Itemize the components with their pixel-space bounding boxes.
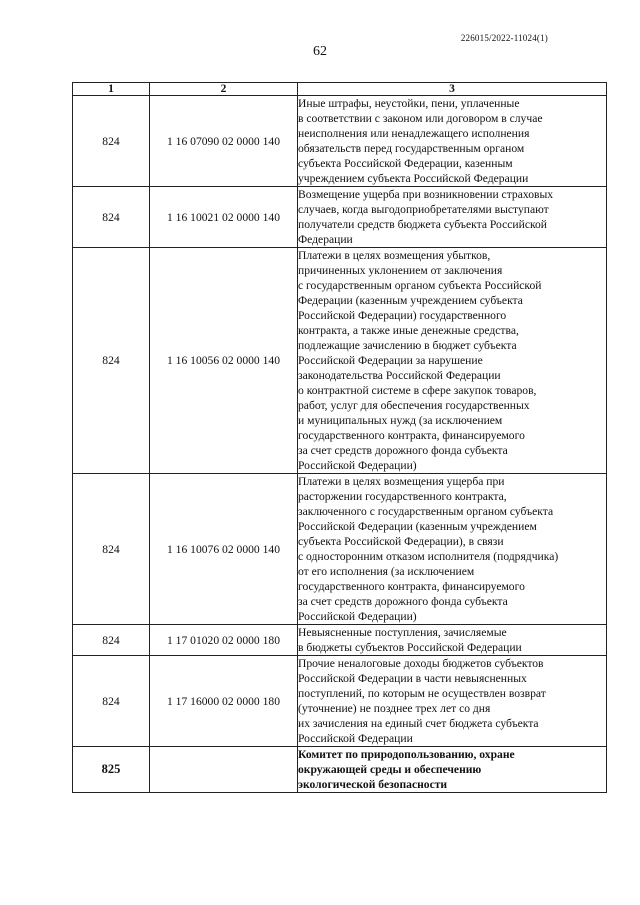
budget-codes-table xyxy=(72,82,607,793)
revenue-code-cell: 1 16 07090 02 0000 140 xyxy=(150,96,298,187)
admin-code-cell: 824 xyxy=(73,474,150,625)
table-row xyxy=(73,248,607,474)
description-line: неисполнения или ненадлежащего исполнения xyxy=(298,127,530,140)
description-line: субъекта Российской Федерации, казенным xyxy=(298,157,513,170)
revenue-code-cell: 1 16 10021 02 0000 140 xyxy=(150,187,298,248)
revenue-code-cell xyxy=(150,747,298,793)
description-line: за счет средств дорожного фонда субъекта xyxy=(298,444,508,457)
description-cell xyxy=(298,96,607,187)
description-line: окружающей среды и обеспечению xyxy=(298,763,482,776)
revenue-code-cell: 1 16 10076 02 0000 140 xyxy=(150,474,298,625)
description-line: Невыясненные поступления, зачисляемые xyxy=(298,626,507,639)
description-line: Комитет по природопользованию, охране xyxy=(298,748,515,761)
description-line: расторжении государственного контракта, xyxy=(298,490,507,503)
description-line: заключенного с государственным органом субъекта xyxy=(298,505,554,518)
table-header-row xyxy=(73,83,607,96)
admin-code-cell: 824 xyxy=(73,625,150,656)
document-registration-number: 226015/2022-11024(1) xyxy=(460,33,548,43)
description-line: причиненных уклонением от заключения xyxy=(298,264,503,277)
column-header-2: 2 xyxy=(150,83,298,96)
description-line: Российской Федерации) xyxy=(298,459,417,472)
description-line: в соответствии с законом или договором в случае xyxy=(298,112,543,125)
description-line: поступлений, по которым не осуществлен возврат xyxy=(298,687,546,700)
description-line: Российской Федерации (казенным учреждением xyxy=(298,520,537,533)
description-line: государственного контракта, финансируемого xyxy=(298,580,525,593)
description-line: о контрактной системе в сфере закупок товаров, xyxy=(298,384,537,397)
revenue-code-cell: 1 17 01020 02 0000 180 xyxy=(150,625,298,656)
description-line: Российской Федерации) xyxy=(298,610,417,623)
description-line: контракта, а также иные денежные средства, xyxy=(298,324,519,337)
description-line: за счет средств дорожного фонда субъекта xyxy=(298,595,508,608)
admin-code-cell: 824 xyxy=(73,248,150,474)
description-line: от его исполнения (за исключением xyxy=(298,565,475,578)
description-line: получатели средств бюджета субъекта Российской xyxy=(298,218,548,231)
table-row xyxy=(73,474,607,625)
description-line: Российской Федерации в части невыясненных xyxy=(298,672,527,685)
column-header-3: 3 xyxy=(298,83,607,96)
description-line: субъекта Российской Федерации), в связи xyxy=(298,535,504,548)
description-cell xyxy=(298,747,607,793)
table-row xyxy=(73,656,607,747)
description-line: обязательств перед государственным органом xyxy=(298,142,525,155)
description-line: случаев, когда выгодоприобретателями выступают xyxy=(298,203,549,216)
description-cell xyxy=(298,248,607,474)
revenue-code-cell: 1 17 16000 02 0000 180 xyxy=(150,656,298,747)
table-row-section-header xyxy=(73,747,607,793)
description-line: и муниципальных нужд (за исключением xyxy=(298,414,503,427)
description-line: учреждением субъекта Российской Федерации xyxy=(298,172,529,185)
description-line: Российской Федерации xyxy=(298,732,413,745)
admin-code-cell: 824 xyxy=(73,187,150,248)
description-line: в бюджеты субъектов Российской Федерации xyxy=(298,641,522,654)
table-row xyxy=(73,187,607,248)
column-header-1: 1 xyxy=(73,83,150,96)
description-line: их зачисления на единый счет бюджета субъекта xyxy=(298,717,539,730)
admin-code-cell: 824 xyxy=(73,96,150,187)
description-line: законодательства Российской Федерации xyxy=(298,369,501,382)
description-line: экологической безопасности xyxy=(298,778,448,791)
admin-code-cell: 824 xyxy=(73,656,150,747)
description-cell xyxy=(298,187,607,248)
description-line: Прочие неналоговые доходы бюджетов субъектов xyxy=(298,657,544,670)
description-line: Платежи в целях возмещения ущерба при xyxy=(298,475,505,488)
description-line: Федерации xyxy=(298,233,353,246)
description-line: (уточнение) не позднее трех лет со дня xyxy=(298,702,491,715)
description-line: Федерации (казенным учреждением субъекта xyxy=(298,294,523,307)
table-row xyxy=(73,625,607,656)
table-row xyxy=(73,96,607,187)
description-line: Иные штрафы, неустойки, пени, уплаченные xyxy=(298,97,520,110)
description-line: с государственным органом субъекта Российской xyxy=(298,279,542,292)
description-line: государственного контракта, финансируемого xyxy=(298,429,525,442)
description-cell xyxy=(298,656,607,747)
description-cell xyxy=(298,625,607,656)
page-number: 62 xyxy=(313,44,327,59)
description-cell xyxy=(298,474,607,625)
description-line: Платежи в целях возмещения убытков, xyxy=(298,249,491,262)
description-line: Российской Федерации) государственного xyxy=(298,309,507,322)
description-line: подлежащие зачислению в бюджет субъекта xyxy=(298,339,517,352)
revenue-code-cell: 1 16 10056 02 0000 140 xyxy=(150,248,298,474)
description-line: работ, услуг для обеспечения государственных xyxy=(298,399,530,412)
description-line: Российской Федерации за нарушение xyxy=(298,354,483,367)
description-line: Возмещение ущерба при возникновении страховых xyxy=(298,188,554,201)
admin-code-cell: 825 xyxy=(73,747,150,793)
description-line: с односторонним отказом исполнителя (подрядчика) xyxy=(298,550,559,563)
